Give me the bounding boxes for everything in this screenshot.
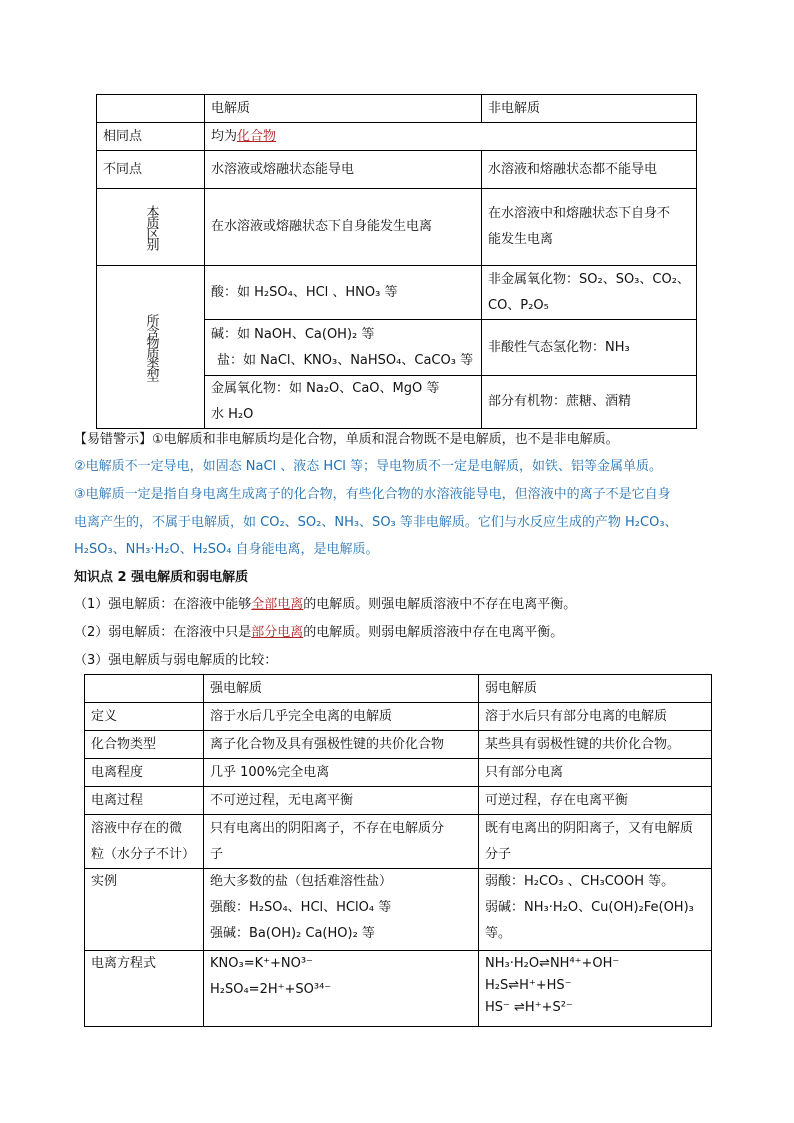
header-strong: 强电解质 [204,675,479,703]
equations-strong: KNO₃=K⁺+NO³⁻ H₂SO₄=2H⁺+SO³⁴⁻ [204,951,479,1027]
row-label-examples: 实例 [85,869,204,951]
warning-line-1: 【易错警示】①电解质和非电解质均是化合物，单质和混合物既不是电解质，也不是非电解质。 [74,432,619,447]
cell-strong: 离子化合物及具有强极性键的共价化合物 [204,731,479,759]
essence-electrolyte: 在水溶液或熔融状态下自身能发生电离 [205,189,482,266]
types-metal-oxide-water: 金属氧化物：如 Na₂O、CaO、MgO 等 水 H₂O [205,376,482,429]
types-organic: 部分有机物：蔗糖、酒精 [482,376,697,429]
row-label: 定义 [85,703,204,731]
row-label-particles: 溶液中存在的微 粒（水分子不计） [85,815,204,869]
cell-strong: 几乎 100%完全电离 [204,759,479,787]
full-ionization-link[interactable]: 全部电离 [251,597,304,612]
paragraph-strong: （1）强电解质：在溶液中能够全部电离的电解质。则强电解质溶液中不存在电离平衡。 [74,597,577,612]
row-label-equations: 电离方程式 [85,951,204,1027]
diff-electrolyte: 水溶液或熔融状态能导电 [205,151,482,189]
types-base-salt: 碱：如 NaOH、Ca(OH)₂ 等 盐：如 NaCl、KNO₃、NaHSO₄、CaCO₃ 等 [205,320,482,376]
electrolyte-comparison-table [96,94,697,429]
particles-strong: 只有电离出的阴阳离子，不存在电解质分 子 [204,815,479,869]
row-label: 电离过程 [85,787,204,815]
strong-weak-table [84,674,712,1027]
header-nonelectrolyte: 非电解质 [482,95,697,123]
partial-ionization-link[interactable]: 部分电离 [251,625,304,640]
warning-line-3: ③电解质一定是指自身电离生成离子的化合物，有些化合物的水溶液能导电，但溶液中的离子不是它自身 [74,487,671,502]
equations-weak: NH₃·H₂O⇌NH⁴⁺+OH⁻ H₂S⇌H⁺+HS⁻ HS⁻ ⇌H⁺+S²⁻ [479,951,712,1027]
header-weak: 弱电解质 [479,675,712,703]
compound-link[interactable]: 化合物 [237,128,277,144]
cell-weak: 只有部分电离 [479,759,712,787]
table2-corner [85,675,204,703]
row-label-same: 相同点 [97,123,205,151]
types-nonmetal-oxide: 非金属氧化物：SO₂、SO₃、CO₂、 CO、P₂O₅ [482,266,697,320]
cell-strong: 溶于水后几乎完全电离的电解质 [204,703,479,731]
types-nonacid-hydride: 非酸性气态氢化物：NH₃ [482,320,697,376]
paragraph-compare: （3）强电解质与弱电解质的比较： [74,653,278,668]
header-electrolyte: 电解质 [205,95,482,123]
examples-weak: 弱酸：H₂CO₃ 、CH₃COOH 等。 弱碱：NH₃·H₂O、Cu(OH)₂Fe(OH)₃ 等。 [479,869,712,951]
cell-weak: 可逆过程，存在电离平衡 [479,787,712,815]
section-heading: 知识点 2 强电解质和弱电解质 [74,570,249,585]
row-label-essence: 本质区别 [143,205,159,249]
row-label-diff: 不同点 [97,151,205,189]
types-acid: 酸：如 H₂SO₄、HCl 、HNO₃ 等 [205,266,482,320]
row-label: 电离程度 [85,759,204,787]
table-corner [97,95,205,123]
paragraph-weak: （2）弱电解质：在溶液中只是部分电离的电解质。则弱电解质溶液中存在电离平衡。 [74,625,564,640]
examples-strong: 绝大多数的盐（包括难溶性盐） 强酸：H₂SO₄、HCl、HClO₄ 等 强碱：Ba(OH)₂ Ca(HO)₂ 等 [204,869,479,951]
row-label-types: 所含物质类型 [143,314,159,380]
essence-nonelectrolyte: 在水溶液中和熔融状态下自身不 能发生电离 [482,189,697,266]
warning-line-5: H₂SO₃、NH₃·H₂O、H₂SO₄ 自身能电离，是电解质。 [74,542,379,557]
particles-weak: 既有电离出的阴阳离子，又有电解质 分子 [479,815,712,869]
warning-line-2: ②电解质不一定导电，如固态 NaCl 、液态 HCl 等；导电物质不一定是电解质，如铁、铝等金属单质。 [74,459,663,474]
warning-line-4: 电离产生的，不属于电解质，如 CO₂、SO₂、NH₃、SO₃ 等非电解质。它们与水反应生成的产物 H₂CO₃、 [74,515,678,530]
cell-strong: 不可逆过程，无电离平衡 [204,787,479,815]
row-label: 化合物类型 [85,731,204,759]
diff-nonelectrolyte: 水溶液和熔融状态都不能导电 [482,151,697,189]
same-value: 均为化合物 [205,123,697,151]
cell-weak: 溶于水后只有部分电离的电解质 [479,703,712,731]
cell-weak: 某些具有弱极性键的共价化合物。 [479,731,712,759]
